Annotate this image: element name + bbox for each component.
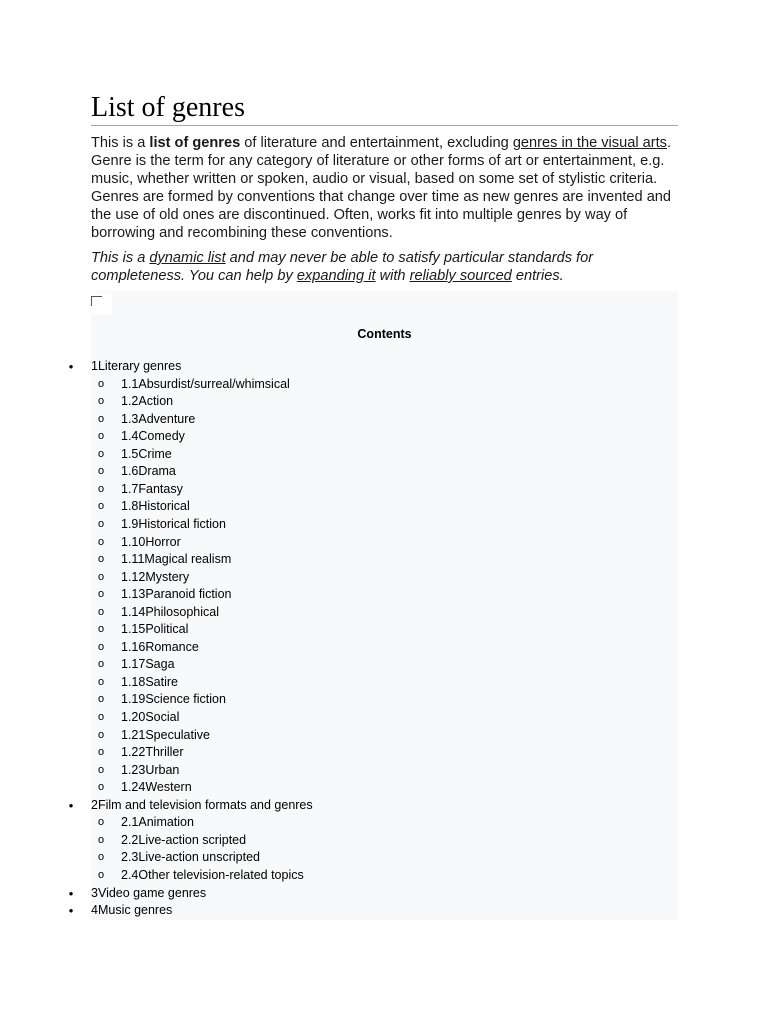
intro-text-2: of literature and entertainment, excluding (240, 135, 513, 151)
toc-item-label[interactable]: 1.18Satire (121, 674, 178, 689)
toc-item-label[interactable]: 1.5Crime (121, 446, 172, 461)
page-title: List of genres (91, 92, 245, 123)
circle-bullet-icon: o (97, 623, 105, 636)
toc-item-label[interactable]: 4Music genres (91, 903, 173, 918)
circle-bullet-icon: o (97, 605, 105, 618)
circle-bullet-icon: o (97, 746, 105, 759)
toc-item-label[interactable]: 1.9Historical fiction (121, 516, 226, 531)
toc-item-label[interactable]: 1.23Urban (121, 762, 180, 777)
dynamic-list-link[interactable]: dynamic list (149, 250, 226, 266)
bullet-icon: • (68, 797, 74, 813)
toc-item-label[interactable]: 1.4Comedy (121, 429, 185, 444)
toc-item-label[interactable]: 1.7Fantasy (121, 481, 183, 496)
bullet-icon: • (68, 359, 74, 374)
toc-item-label[interactable]: 2.4Other television-related topics (121, 867, 304, 882)
toc-item-label[interactable]: 1.20Social (121, 710, 180, 724)
toc-item-label[interactable]: 1.3Adventure (121, 411, 196, 426)
toc-item-label[interactable]: 2Film and television formats and genres (91, 797, 313, 812)
circle-bullet-icon: o (97, 500, 105, 513)
dynamic-list-note (91, 249, 681, 285)
circle-bullet-icon: o (97, 517, 105, 530)
toc-item-label[interactable]: 1.6Drama (121, 464, 176, 479)
circle-bullet-icon: o (97, 412, 105, 425)
reliably-sourced-link[interactable]: reliably sourced (409, 268, 512, 284)
toc-item-label[interactable]: 1.14Philosophical (121, 604, 219, 619)
circle-bullet-icon: o (97, 377, 105, 390)
toc-item-label[interactable]: 1.24Western (121, 780, 192, 795)
toc-item-label[interactable]: 1.12Mystery (121, 569, 190, 584)
circle-bullet-icon: o (97, 553, 105, 566)
circle-bullet-icon: o (97, 395, 105, 408)
circle-bullet-icon: o (97, 570, 105, 583)
bullet-icon: • (68, 903, 74, 919)
toc-item-label[interactable]: 1.16Romance (121, 639, 199, 654)
circle-bullet-icon: o (97, 816, 105, 829)
toc-item-label[interactable]: 1.2Action (121, 394, 174, 409)
title-divider (91, 125, 678, 126)
circle-bullet-icon: o (97, 465, 105, 478)
toc-item-label[interactable]: 1.13Paranoid fiction (121, 587, 232, 602)
circle-bullet-icon: o (97, 693, 105, 706)
note-text-4: entries. (511, 268, 564, 284)
toc-item-label[interactable]: 2.3Live-action unscripted (121, 850, 260, 865)
toc-item-label[interactable]: 1.1Absurdist/surreal/whimsical (121, 376, 290, 391)
toc-item-label[interactable]: 1.19Science fiction (121, 692, 226, 707)
intro-bold-term: list of genres (149, 135, 241, 151)
intro-paragraph (91, 134, 681, 242)
toc-item-label[interactable]: 2.1Animation (121, 815, 194, 830)
circle-bullet-icon: o (97, 658, 105, 671)
note-text-1: This is a (91, 250, 150, 266)
toc-item-label[interactable]: 1Literary genres (91, 359, 182, 373)
circle-bullet-icon: o (97, 588, 105, 601)
intro-text-1: This is a (91, 135, 150, 151)
toc-item-label[interactable]: 1.21Speculative (121, 727, 210, 742)
toc-title: Contents (357, 327, 412, 341)
circle-bullet-icon: o (97, 763, 105, 776)
toc-item-label[interactable]: 1.22Thriller (121, 745, 184, 760)
toc-toggle-checkbox[interactable] (90, 292, 112, 314)
visual-arts-genres-link[interactable]: genres in the visual arts (512, 135, 667, 151)
circle-bullet-icon: o (97, 430, 105, 443)
circle-bullet-icon: o (97, 851, 105, 864)
toc-item-label[interactable]: 1.15Political (121, 622, 189, 637)
circle-bullet-icon: o (97, 833, 105, 846)
bullet-icon: • (68, 885, 74, 901)
checkbox-corner-icon (91, 296, 102, 306)
circle-bullet-icon: o (97, 868, 105, 881)
toc-item-label[interactable]: 2.2Live-action scripted (121, 832, 247, 847)
note-text-2: and may never be able to satisfy particular standards for completeness. You can help by (91, 250, 594, 284)
toc-item-label[interactable]: 3Video game genres (91, 885, 207, 900)
toc-item-label[interactable]: 1.11Magical realism (121, 552, 232, 567)
circle-bullet-icon: o (97, 640, 105, 653)
expanding-it-link[interactable]: expanding it (296, 268, 376, 284)
circle-bullet-icon: o (97, 781, 105, 794)
intro-text-3: . Genre is the term for any category of literature or other forms of art or entertainment, e.g. music, whether written or spoken, audio or visual, based on some set of stylistic criteria. Genres are formed by conventions that change over time as new genres are invented and the use of old ones are discontinued. Often, works fit into multiple genres by way of borrowing and recombining these conventions. (91, 135, 672, 241)
note-text-3: with (375, 268, 410, 284)
toc-item-label[interactable]: 1.8Historical (121, 499, 190, 514)
toc-item-label[interactable]: 1.17Saga (121, 657, 175, 672)
circle-bullet-icon: o (97, 447, 105, 460)
circle-bullet-icon: o (97, 711, 105, 723)
circle-bullet-icon: o (97, 535, 105, 548)
circle-bullet-icon: o (97, 482, 105, 495)
circle-bullet-icon: o (97, 675, 105, 688)
toc-item-label[interactable]: 1.10Horror (121, 534, 181, 549)
circle-bullet-icon: o (97, 728, 105, 741)
